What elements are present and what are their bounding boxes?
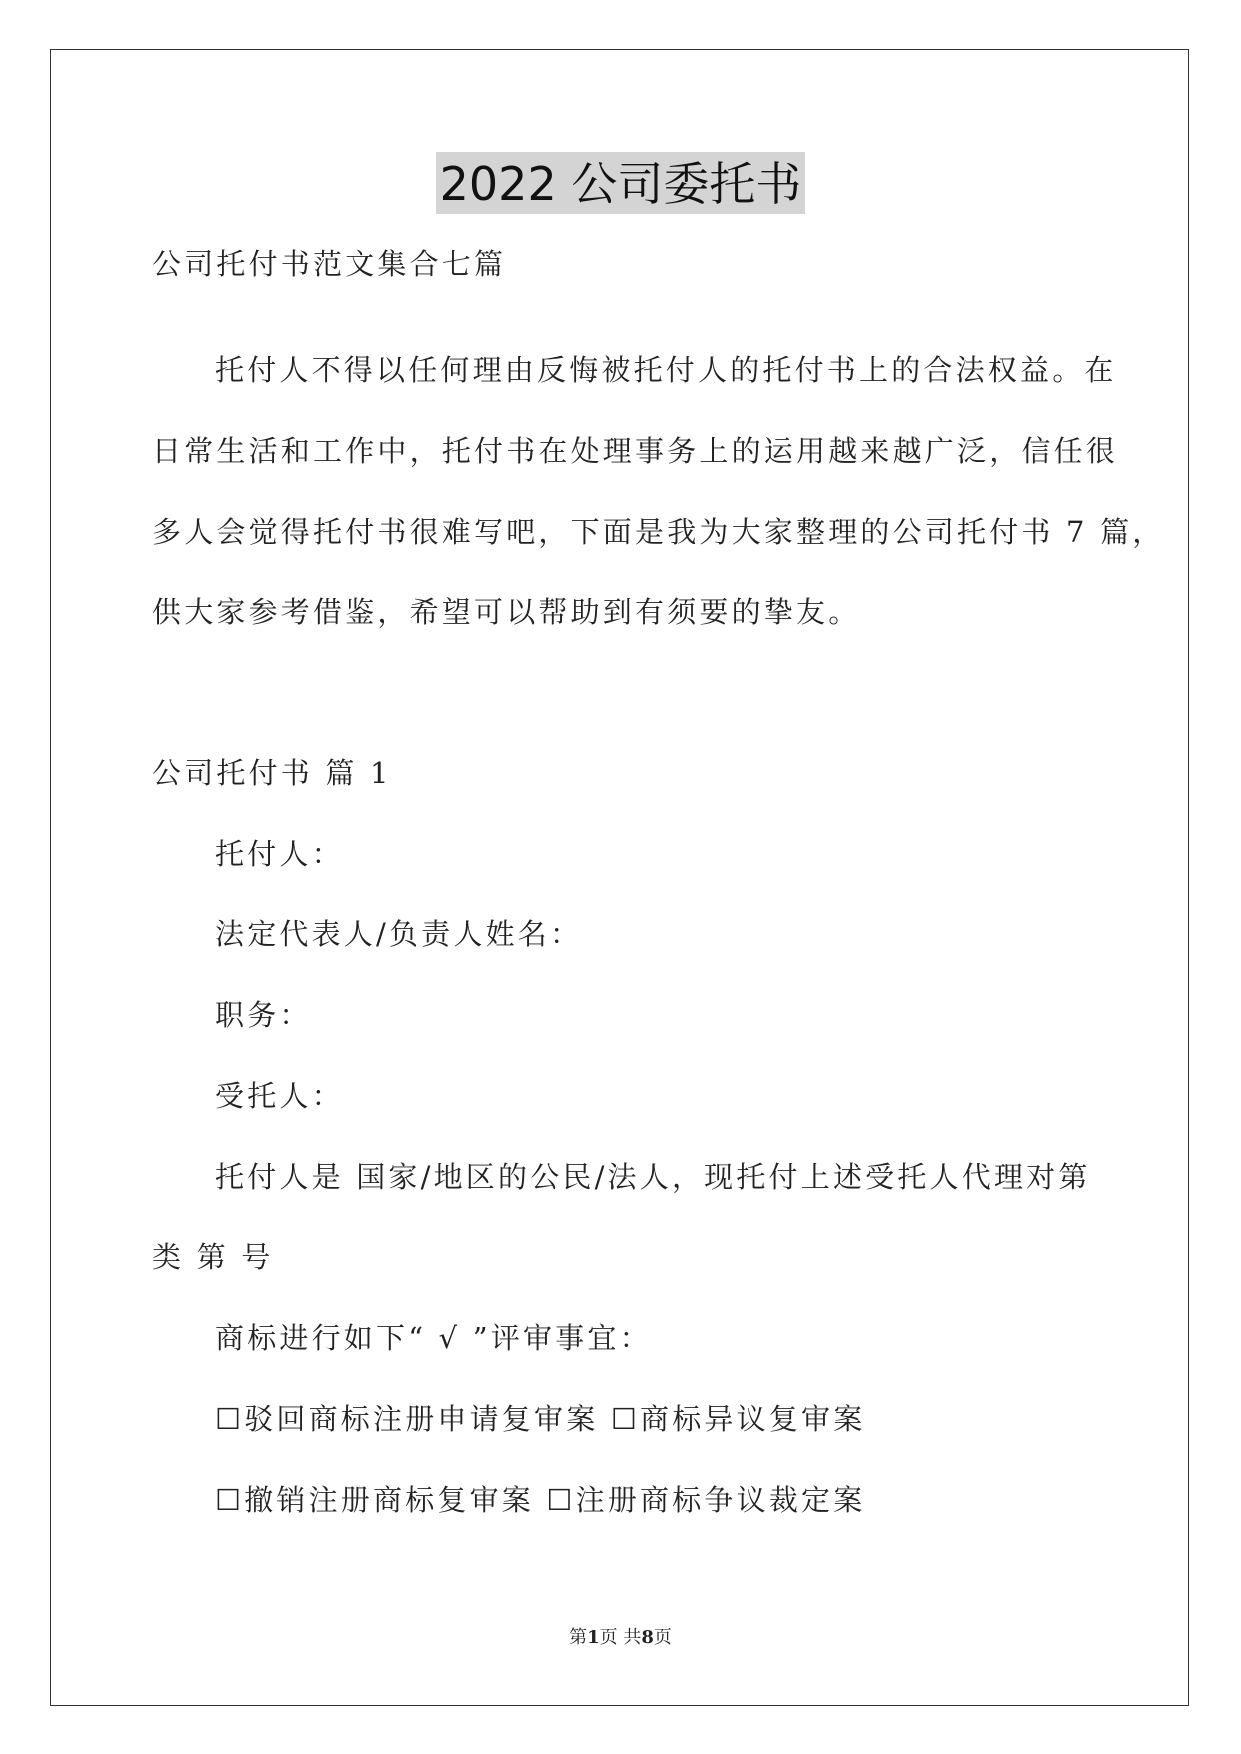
- document-title: 2022 公司委托书: [436, 152, 806, 214]
- footer-suffix: 页: [653, 1627, 672, 1648]
- document-title-wrap: [0, 152, 1241, 214]
- intro-line-2: 日常生活和工作中，托付书在处理事务上的运用越来越广泛，信任很: [152, 434, 1119, 468]
- body-line-2: 类 第 号: [152, 1240, 274, 1274]
- footer-page-current: 1: [587, 1627, 600, 1648]
- intro-line-3: 多人会觉得托付书很难写吧，下面是我为大家整理的公司托付书 7 篇，: [152, 515, 1165, 549]
- checkbox-line-2: ☐撤销注册商标复审案 ☐注册商标争议裁定案: [215, 1483, 866, 1517]
- intro-line-4: 供大家参考借鉴，希望可以帮助到有须要的挚友。: [152, 595, 861, 629]
- field-position: 职务：: [215, 998, 312, 1032]
- field-principal: 托付人：: [215, 837, 344, 871]
- section-heading: 公司托付书 篇 1: [152, 756, 392, 790]
- checkbox-line-1: ☐驳回商标注册申请复审案 ☐商标异议复审案: [215, 1402, 866, 1436]
- field-agent: 受托人：: [215, 1079, 344, 1113]
- body-line-3: 商标进行如下“ √ ”评审事宜：: [215, 1321, 652, 1355]
- field-legal-rep: 法定代表人/负责人姓名：: [215, 917, 583, 951]
- intro-line-1: 托付人不得以任何理由反悔被托付人的托付书上的合法权益。在: [215, 353, 1117, 387]
- page-footer: [0, 1623, 1241, 1649]
- footer-mid: 页 共: [599, 1627, 642, 1648]
- body-line-1: 托付人是 国家/地区的公民/法人，现托付上述受托人代理对第: [215, 1160, 1091, 1194]
- footer-prefix: 第: [569, 1627, 588, 1648]
- footer-page-total: 8: [641, 1627, 654, 1648]
- document-subtitle: 公司托付书范文集合七篇: [152, 247, 507, 281]
- page-border: [50, 49, 1189, 1706]
